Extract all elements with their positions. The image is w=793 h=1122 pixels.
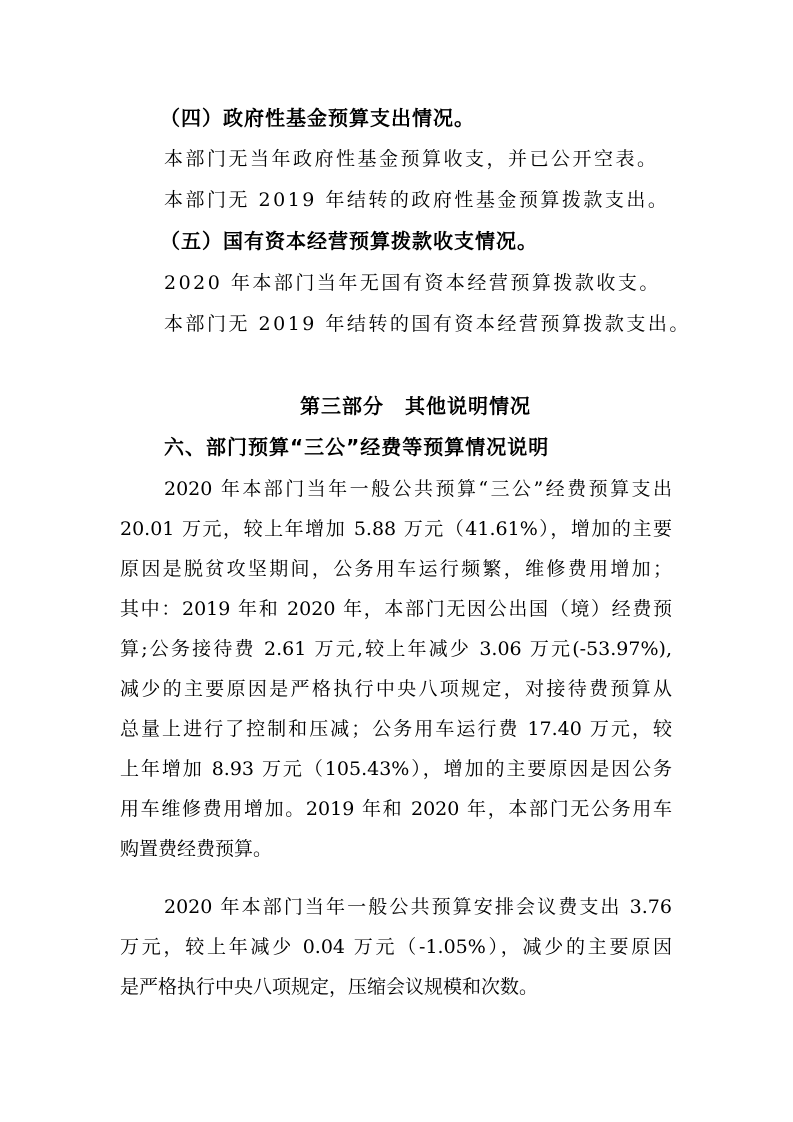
paragraph-line: 减少的主要原因是严格执行中央八项规定，对接待费预算从 <box>120 678 672 700</box>
paragraph-line: 用车维修费用增加。2019 年和 2020 年，本部门无公务用车 <box>120 798 672 820</box>
paragraph-line: 上年增加 8.93 万元（105.43%），增加的主要原因是因公务 <box>120 758 672 780</box>
paragraph-line: 是严格执行中央八项规定，压缩会议规模和次数。 <box>120 976 539 998</box>
part-title: 第三部分 其他说明情况 <box>300 394 531 418</box>
section-heading-state-capital: （五）国有资本经营预算拨款收支情况。 <box>160 229 538 253</box>
paragraph-line: 20.01 万元，较上年增加 5.88 万元（41.61%），增加的主要 <box>120 518 672 540</box>
paragraph-three-public-expenses <box>120 476 672 876</box>
paragraph-line: 购置费经费预算。 <box>120 838 273 860</box>
paragraph-line: 本部门无 2019 年结转的国有资本经营预算拨款支出。 <box>164 313 691 335</box>
paragraph-line: 本部门无 2019 年结转的政府性基金预算拨款支出。 <box>164 189 670 211</box>
paragraph-line: 2020 年本部门当年无国有资本经营预算拨款收支。 <box>164 272 661 294</box>
paragraph-line: 万元，较上年减少 0.04 万元（-1.05%），减少的主要原因 <box>120 936 672 958</box>
paragraph-line: 原因是脱贫攻坚期间，公务用车运行频繁，维修费用增加； <box>120 558 672 580</box>
section-heading-government-fund: （四）政府性基金预算支出情况。 <box>160 106 475 130</box>
item-heading-three-public-expenses: 六、部门预算“三公”经费等预算情况说明 <box>164 435 550 459</box>
paragraph-line: 算;公务接待费 2.61 万元,较上年减少 3.06 万元(-53.97%), <box>120 638 672 660</box>
paragraph-line: 2020 年本部门当年一般公共预算安排会议费支出 3.76 <box>164 896 672 918</box>
paragraph-line: 本部门无当年政府性基金预算收支，并已公开空表。 <box>164 148 659 170</box>
paragraph-line: 其中：2019 年和 2020 年，本部门无因公出国（境）经费预 <box>120 598 672 620</box>
paragraph-line: 总量上进行了控制和压减；公务用车运行费 17.40 万元，较 <box>120 718 672 740</box>
paragraph-meeting-expenses <box>120 894 672 1014</box>
paragraph-line: 2020 年本部门当年一般公共预算“三公”经费预算支出 <box>164 478 672 500</box>
